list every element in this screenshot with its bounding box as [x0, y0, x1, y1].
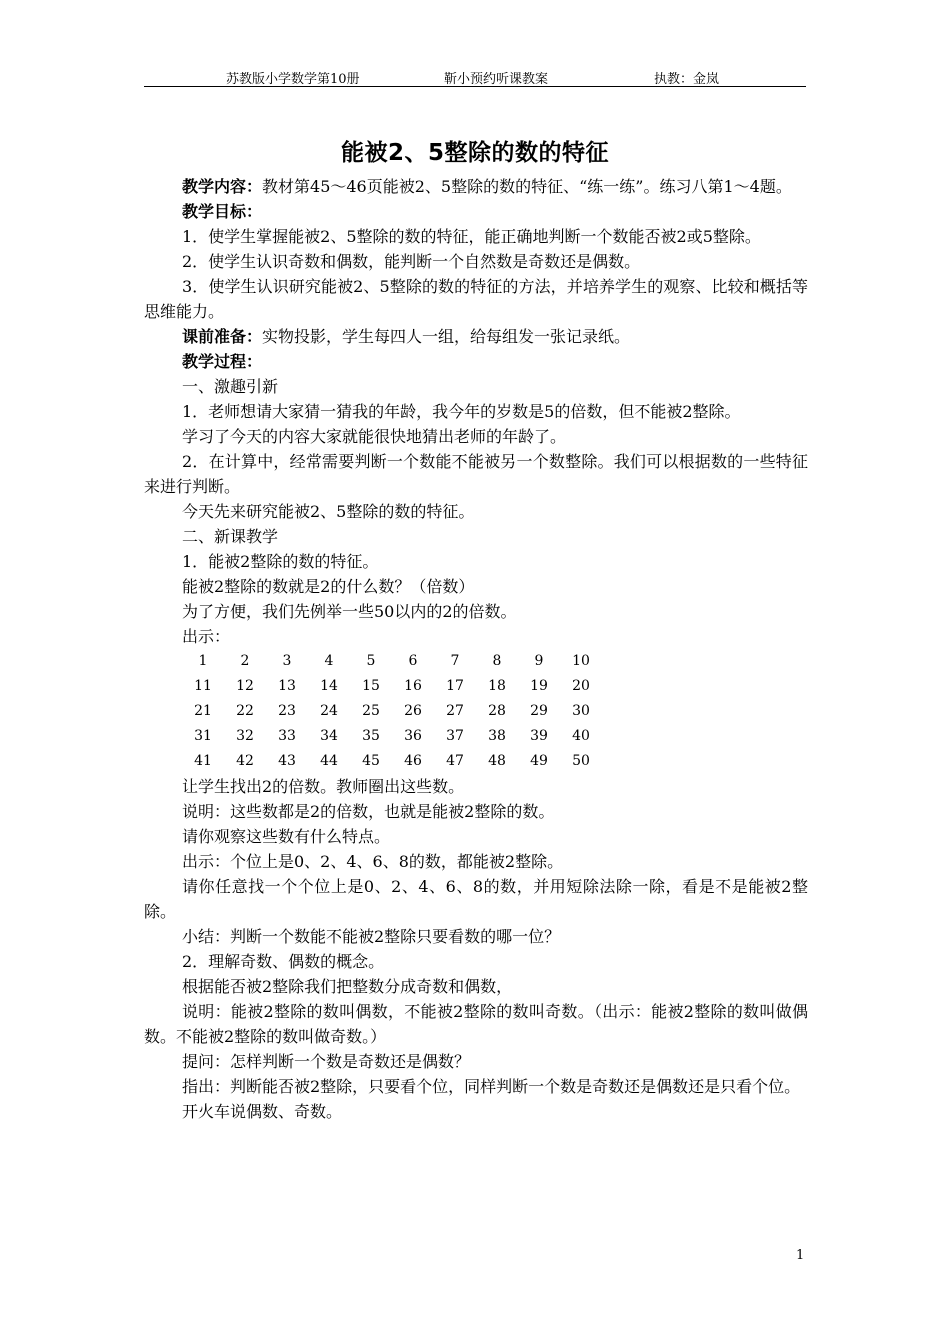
- paragraph: 说明：能被2整除的数叫偶数，不能被2整除的数叫奇数。（出示：能被2整除的数叫做偶数。不能被2整除的数叫做奇数。）: [144, 1002, 808, 1046]
- number-grid-cell: 11: [194, 678, 212, 694]
- number-grid-cell: 42: [236, 753, 254, 769]
- number-grid-cell: 14: [320, 678, 338, 694]
- number-grid-cell: 44: [320, 753, 338, 769]
- number-grid-cell: 1: [198, 653, 208, 669]
- number-grid-cell: 7: [450, 653, 460, 669]
- prep-label: 课前准备：: [182, 327, 263, 346]
- number-grid-cell: 18: [488, 678, 506, 694]
- number-grid-cell: 30: [572, 703, 590, 719]
- number-grid-cell: 8: [492, 653, 502, 669]
- number-grid-cell: 10: [572, 653, 590, 669]
- number-grid-cell: 12: [236, 678, 254, 694]
- paragraph: 为了方便，我们先例举一些50以内的2的倍数。: [182, 602, 517, 621]
- paragraph: 说明：这些数都是2的倍数，也就是能被2整除的数。: [182, 802, 555, 821]
- teaching-goal-label: 教学目标：: [182, 202, 263, 221]
- number-grid-cell: 32: [236, 728, 254, 744]
- number-grid-cell: 28: [488, 703, 506, 719]
- number-grid-cell: 24: [320, 703, 338, 719]
- number-grid-cell: 13: [278, 678, 296, 694]
- number-grid-cell: 6: [408, 653, 418, 669]
- paragraph: 能被2整除的数就是2的什么数？（倍数）: [182, 577, 475, 596]
- paragraph: 开火车说偶数、奇数。: [182, 1102, 343, 1121]
- number-grid-cell: 48: [488, 753, 506, 769]
- page-header: [144, 66, 806, 87]
- number-grid-cell: 41: [194, 753, 212, 769]
- number-grid-cell: 22: [236, 703, 254, 719]
- paragraph: 2．在计算中，经常需要判断一个数能不能被另一个数整除。我们可以根据数的一些特征来进行判断。: [144, 452, 808, 496]
- number-grid-row: [182, 649, 808, 674]
- paragraph: 今天先来研究能被2、5整除的数的特征。: [182, 502, 475, 521]
- process-label: 教学过程：: [182, 352, 263, 371]
- number-grid-cell: 34: [320, 728, 338, 744]
- paragraph: 1．老师想请大家猜一猜我的年龄，我今年的岁数是5的倍数，但不能被2整除。: [182, 402, 741, 421]
- number-grid-cell: 19: [530, 678, 548, 694]
- number-grid-cell: 27: [446, 703, 464, 719]
- section-1-heading: 一、激趣引新: [182, 377, 279, 396]
- number-grid-cell: 39: [530, 728, 548, 744]
- number-grid-cell: 45: [362, 753, 380, 769]
- number-grid-cell: 5: [366, 653, 376, 669]
- paragraph: 让学生找出2的倍数。教师圈出这些数。: [182, 777, 465, 796]
- number-grid-cell: 36: [404, 728, 422, 744]
- prep-text: 实物投影，学生每四人一组，给每组发一张记录纸。: [262, 327, 631, 346]
- paragraph: 指出：判断能否被2整除，只要看个位，同样判断一个数是奇数还是偶数还是只看个位。: [182, 1077, 801, 1096]
- header-right: 执教：金岚: [654, 72, 720, 87]
- number-grid-cell: 23: [278, 703, 296, 719]
- number-grid-cell: 4: [324, 653, 334, 669]
- number-grid-row: [182, 724, 808, 749]
- section-2-heading: 二、新课教学: [182, 527, 279, 546]
- goal-3: 3．使学生认识研究能被2、5整除的数的特征的方法，并培养学生的观察、比较和概括等思维能力。: [144, 277, 808, 321]
- paragraph: 2．理解奇数、偶数的概念。: [182, 952, 385, 971]
- number-grid-cell: 49: [530, 753, 548, 769]
- number-grid-cell: 35: [362, 728, 380, 744]
- teaching-goal-heading: [144, 199, 808, 224]
- teaching-content: [144, 174, 808, 199]
- number-grid-cell: 50: [572, 753, 590, 769]
- paragraph: 1．能被2整除的数的特征。: [182, 552, 379, 571]
- paragraph: 学习了今天的内容大家就能很快地猜出老师的年龄了。: [182, 427, 567, 446]
- number-grid-cell: 29: [530, 703, 548, 719]
- number-grid-cell: 46: [404, 753, 422, 769]
- number-grid-cell: 17: [446, 678, 464, 694]
- paragraph: 请你任意找一个个位上是0、2、4、6、8的数，并用短除法除一除，看是不是能被2整除。: [144, 877, 808, 921]
- header-center: 靳小预约听课教案: [444, 72, 549, 87]
- process-heading: [144, 349, 808, 374]
- paragraph: 出示：个位上是0、2、4、6、8的数，都能被2整除。: [182, 852, 564, 871]
- number-grid-cell: 26: [404, 703, 422, 719]
- paragraph: 根据能否被2整除我们把整数分成奇数和偶数，: [182, 977, 513, 996]
- number-grid-cell: 47: [446, 753, 464, 769]
- number-grid-cell: 33: [278, 728, 296, 744]
- paragraph: 出示：: [182, 627, 231, 646]
- page-number: 1: [796, 1248, 805, 1263]
- paragraph: 小结：判断一个数能不能被2整除只要看数的哪一位？: [182, 927, 561, 946]
- number-grid-cell: 16: [404, 678, 422, 694]
- teaching-content-label: 教学内容：: [182, 177, 263, 196]
- number-grid-row: [182, 699, 808, 724]
- number-grid-cell: 21: [194, 703, 212, 719]
- number-grid-cell: 40: [572, 728, 590, 744]
- page-title: 能被2、5整除的数的特征: [340, 140, 609, 166]
- number-grid-cell: 15: [362, 678, 380, 694]
- goal-1: 1．使学生掌握能被2、5整除的数的特征，能正确地判断一个数能否被2或5整除。: [182, 227, 761, 246]
- number-grid-cell: 20: [572, 678, 590, 694]
- teaching-content-text: 教材第45～46页能被2、5整除的数的特征、“练一练”。练习八第1～4题。: [262, 177, 792, 196]
- number-grid-cell: 31: [194, 728, 212, 744]
- preparation: [144, 324, 808, 349]
- number-grid: [182, 649, 808, 774]
- number-grid-cell: 2: [240, 653, 250, 669]
- number-grid-cell: 9: [534, 653, 544, 669]
- number-grid-cell: 38: [488, 728, 506, 744]
- number-grid-cell: 25: [362, 703, 380, 719]
- number-grid-row: [182, 674, 808, 699]
- number-grid-cell: 3: [282, 653, 292, 669]
- goal-2: 2．使学生认识奇数和偶数，能判断一个自然数是奇数还是偶数。: [182, 252, 641, 271]
- number-grid-cell: 37: [446, 728, 464, 744]
- paragraph: 请你观察这些数有什么特点。: [182, 827, 391, 846]
- number-grid-cell: 43: [278, 753, 296, 769]
- number-grid-row: [182, 749, 808, 774]
- header-left: 苏教版小学数学第10册: [226, 72, 360, 87]
- paragraph: 提问：怎样判断一个数是奇数还是偶数？: [182, 1052, 471, 1071]
- document-body: [144, 174, 808, 1124]
